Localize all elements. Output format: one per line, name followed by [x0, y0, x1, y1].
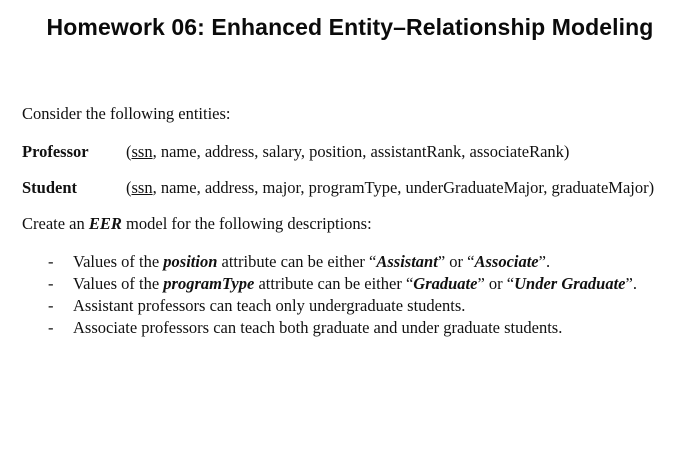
attr-open-paren: (: [126, 142, 132, 161]
bullet-marker: -: [48, 252, 54, 271]
bullet-marker: -: [48, 274, 54, 293]
text-segment: attribute can be either “: [254, 274, 414, 293]
attr-open-paren: (: [126, 178, 132, 197]
bullet-text: [73, 252, 550, 272]
text-segment: ” or “: [477, 274, 515, 293]
emphasis-segment: programType: [163, 274, 255, 293]
task-suffix: model for the following descriptions:: [121, 214, 372, 233]
text-segment: Values of the: [73, 252, 164, 271]
attr-key: ssn: [131, 178, 153, 197]
text-segment: attribute can be either “: [217, 252, 377, 271]
intro-text: Consider the following entities:: [22, 104, 231, 123]
entity-name: Professor: [22, 142, 89, 161]
emphasis-segment: position: [163, 252, 218, 271]
emphasis-segment: Associate: [474, 252, 539, 271]
text-segment: ”.: [625, 274, 637, 293]
bullet-text: [73, 274, 637, 294]
entity-attributes: [126, 142, 569, 162]
task-emphasis: EER: [88, 214, 122, 233]
entity-attributes: [126, 178, 654, 198]
text-segment: ” or “: [437, 252, 475, 271]
task-prefix: Create an: [22, 214, 89, 233]
entity-name: Student: [22, 178, 78, 197]
attr-list: , name, address, salary, position, assistantRank, associateRank): [152, 142, 570, 161]
page-title: Homework 06: Enhanced Entity–Relationship Modeling: [46, 14, 654, 40]
emphasis-segment: Under Graduate: [514, 274, 626, 293]
emphasis-segment: Assistant: [376, 252, 438, 271]
text-segment: Values of the: [73, 274, 164, 293]
bullet-marker: -: [48, 318, 54, 337]
text-segment: ”.: [538, 252, 551, 271]
attr-list: , name, address, major, programType, underGraduateMajor, graduateMajor): [152, 178, 655, 197]
attr-key: ssn: [131, 142, 153, 161]
task-text: [22, 214, 372, 234]
bullet-marker: -: [48, 296, 54, 315]
bullet-text: Associate professors can teach both graduate and under graduate students.: [73, 318, 563, 337]
emphasis-segment: Graduate: [413, 274, 478, 293]
bullet-text: Assistant professors can teach only undergraduate students.: [73, 296, 466, 315]
